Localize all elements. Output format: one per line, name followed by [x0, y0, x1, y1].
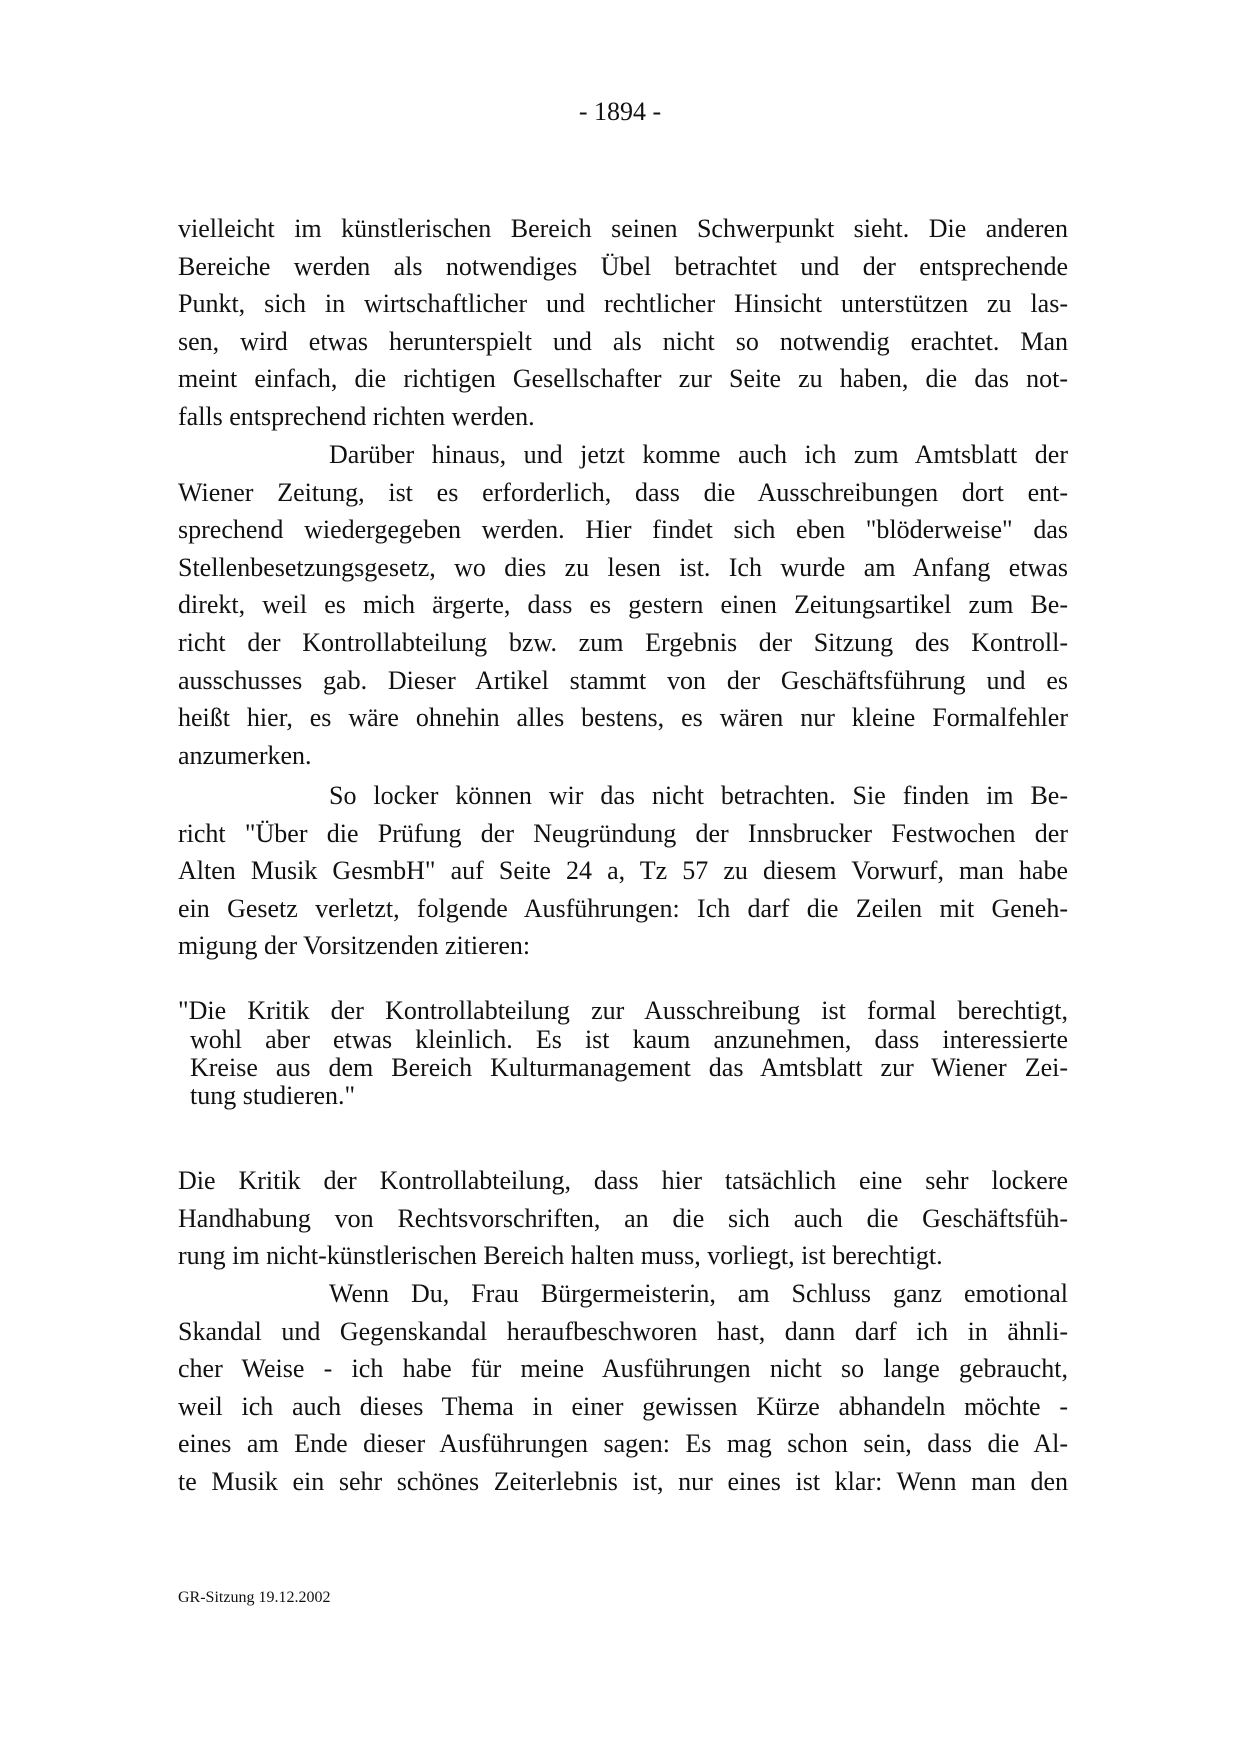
paragraph-line: cher Weise - ich habe für meine Ausführungen nicht so lange gebraucht, [178, 1354, 1068, 1383]
paragraph-line: eines am Ende dieser Ausführungen sagen: Es mag schon sein, dass die Al- [178, 1429, 1068, 1458]
quote-line: wohl aber etwas kleinlich. Es ist kaum anzunehmen, dass interessierte [190, 1025, 1068, 1054]
paragraph-line: Die Kritik der Kontrollabteilung, dass hier tatsächlich eine sehr lockere [178, 1166, 1068, 1195]
paragraph-line: vielleicht im künstlerischen Bereich seinen Schwerpunkt sieht. Die anderen [178, 214, 1068, 243]
paragraph-line: Wenn Du, Frau Bürgermeisterin, am Schluss ganz emotional [329, 1279, 1068, 1308]
page-number: - 1894 - [578, 97, 662, 126]
paragraph-line: sprechend wiedergegeben werden. Hier findet sich eben "blöderweise" das [178, 515, 1068, 544]
paragraph-line: sen, wird etwas herunterspielt und als nicht so notwendig erachtet. Man [178, 327, 1068, 356]
footer: GR-Sitzung 19.12.2002 [178, 1589, 331, 1606]
paragraph-line: heißt hier, es wäre ohnehin alles bestens, es wären nur kleine Formalfehler [178, 703, 1068, 732]
paragraph-line: weil ich auch dieses Thema in einer gewissen Kürze abhandeln möchte - [178, 1392, 1068, 1421]
paragraph-line: Punkt, sich in wirtschaftlicher und rechtlicher Hinsicht unterstützen zu las- [178, 289, 1068, 318]
paragraph-line: meint einfach, die richtigen Gesellschafter zur Seite zu haben, die das not- [178, 364, 1068, 393]
paragraph-line: richt "Über die Prüfung der Neugründung der Innsbrucker Festwochen der [178, 819, 1068, 848]
paragraph-line: Wiener Zeitung, ist es erforderlich, dass die Ausschreibungen dort ent- [178, 478, 1068, 507]
paragraph-line: Bereiche werden als notwendiges Übel betrachtet und der entsprechende [178, 252, 1068, 281]
paragraph-line: Stellenbesetzungsgesetz, wo dies zu lesen ist. Ich wurde am Anfang etwas [178, 553, 1068, 582]
paragraph-line: ein Gesetz verletzt, folgende Ausführungen: Ich darf die Zeilen mit Geneh- [178, 894, 1068, 923]
paragraph-line: anzumerken. [178, 741, 312, 770]
quote-line: "Die Kritik der Kontrollabteilung zur Ausschreibung ist formal berechtigt, [178, 996, 1068, 1025]
paragraph-line: Darüber hinaus, und jetzt komme auch ich zum Amtsblatt der [329, 440, 1068, 469]
paragraph-line: te Musik ein sehr schönes Zeiterlebnis ist, nur eines ist klar: Wenn man den [178, 1467, 1068, 1496]
paragraph-line: direkt, weil es mich ärgerte, dass es gestern einen Zeitungsartikel zum Be- [178, 590, 1068, 619]
paragraph-line: richt der Kontrollabteilung bzw. zum Ergebnis der Sitzung des Kontroll- [178, 628, 1068, 657]
paragraph-line: ausschusses gab. Dieser Artikel stammt von der Geschäftsführung und es [178, 666, 1068, 695]
paragraph-line: Handhabung von Rechtsvorschriften, an die sich auch die Geschäftsfüh- [178, 1204, 1068, 1233]
quote-line: Kreise aus dem Bereich Kulturmanagement das Amtsblatt zur Wiener Zei- [190, 1053, 1068, 1082]
paragraph-line: migung der Vorsitzenden zitieren: [178, 931, 531, 960]
paragraph-line: So locker können wir das nicht betrachten. Sie finden im Be- [329, 781, 1068, 810]
paragraph-line: Skandal und Gegenskandal heraufbeschworen hast, dann darf ich in ähnli- [178, 1317, 1068, 1346]
paragraph-line: Alten Musik GesmbH" auf Seite 24 a, Tz 57 zu diesem Vorwurf, man habe [178, 856, 1068, 885]
quote-line: tung studieren." [190, 1081, 356, 1110]
paragraph-line: rung im nicht-künstlerischen Bereich halten muss, vorliegt, ist berechtigt. [178, 1241, 943, 1270]
paragraph-line: falls entsprechend richten werden. [178, 402, 535, 431]
